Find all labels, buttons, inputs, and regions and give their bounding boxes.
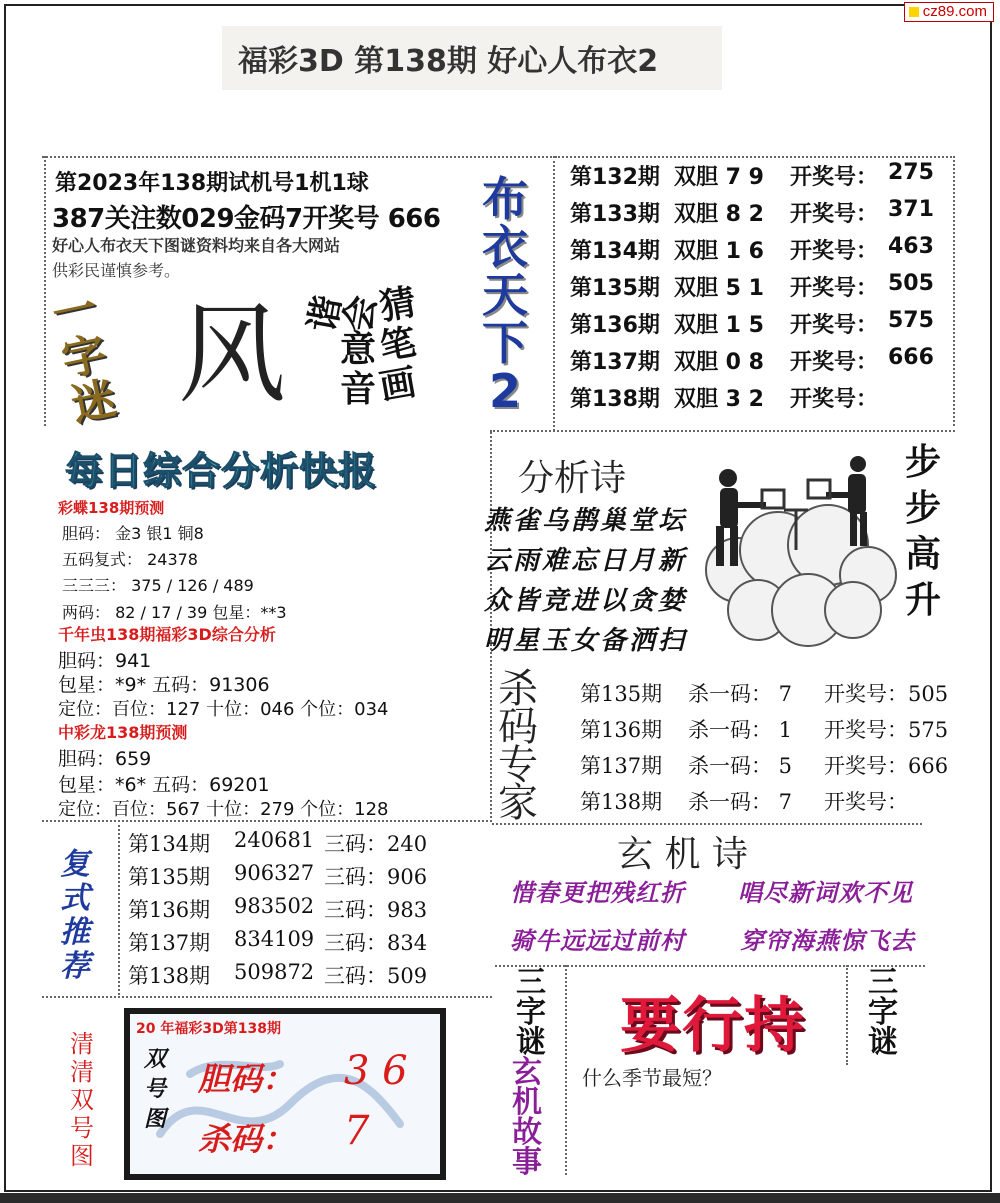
daily-banner: 每日综合分析快报 xyxy=(65,449,378,493)
history-result: 575 xyxy=(888,308,934,333)
fushi-period: 第138期 xyxy=(128,964,211,988)
kill-result: 开奖号： xyxy=(824,790,908,814)
fushi-num: 834109 xyxy=(234,927,315,951)
history-pair: 双胆 7 9 xyxy=(674,165,764,190)
hint-char: 猜 xyxy=(376,281,420,329)
shuanghao-card xyxy=(124,1008,446,1180)
qingqing-char: 双 xyxy=(70,1086,94,1114)
history-result_label: 开奖号： xyxy=(790,313,879,338)
fushi-num: 983502 xyxy=(234,894,315,918)
divider xyxy=(490,430,955,432)
sha-value: 7 xyxy=(344,1108,370,1154)
page-title: 福彩3D 第138期 好心人布衣2 xyxy=(238,44,659,79)
divider xyxy=(44,156,46,426)
fushi-num: 240681 xyxy=(234,828,315,852)
sanzimi-char: 字 xyxy=(868,995,898,1030)
cloud-people-illustration xyxy=(698,440,898,655)
story-char: 机 xyxy=(512,1085,542,1120)
divider xyxy=(555,156,955,158)
kill-row xyxy=(580,678,980,712)
divider xyxy=(42,156,552,158)
xuanji-line: 唱尽新词欢不见 xyxy=(738,878,913,907)
qingqing-char: 号 xyxy=(70,1114,94,1142)
qingqing-label xyxy=(70,1030,110,1170)
history-period: 第134期 xyxy=(570,239,660,264)
watermark-text: cz89.com xyxy=(922,3,987,20)
bubu-char: 高 xyxy=(905,534,942,575)
riddle-hint-1 xyxy=(376,281,424,409)
fushi-sanma: 三码：240 xyxy=(324,832,428,856)
history-result: 371 xyxy=(888,197,934,222)
dan-value: 3 6 xyxy=(344,1048,408,1094)
fushi-char: 荐 xyxy=(60,949,90,984)
fushi-label xyxy=(60,848,120,984)
zcl-bao: 包星：*6* 五码：69201 xyxy=(58,774,270,796)
history-pair: 双胆 3 2 xyxy=(674,387,764,412)
kill-row xyxy=(580,714,980,748)
riddle-label-char: 字 xyxy=(57,327,112,387)
dan-label: 胆码： xyxy=(198,1060,295,1098)
story-char: 故 xyxy=(512,1115,542,1150)
poem-analysis-line: 众皆竞进以贪婪 xyxy=(484,586,688,616)
history-result_label: 开奖号： xyxy=(790,165,879,190)
zcl-ding: 定位：百位：567 十位：279 个位：128 xyxy=(58,799,389,820)
history-result_label: 开奖号： xyxy=(790,276,879,301)
hint-char: 画 xyxy=(376,361,420,409)
kill-result: 开奖号：575 xyxy=(824,718,949,742)
sanzimi-char: 字 xyxy=(516,995,546,1030)
xuanji-title: 玄 机 诗 xyxy=(617,834,748,875)
history-row xyxy=(570,345,950,381)
caidie-line: 两码： 82 / 17 / 39 包星：**3 xyxy=(62,603,287,622)
history-row xyxy=(570,234,950,270)
history-period: 第135期 xyxy=(570,276,660,301)
hint-char: 会 xyxy=(337,292,385,336)
fushi-row xyxy=(128,927,468,959)
divider xyxy=(846,965,848,1065)
kill-label-char: 专 xyxy=(498,742,538,788)
history-row xyxy=(570,160,950,196)
caidie-line: 三三三： 375 / 126 / 489 xyxy=(62,576,254,595)
watermark-badge xyxy=(904,2,994,22)
riddle-label-char: 迷 xyxy=(67,372,121,432)
history-result: 463 xyxy=(888,234,934,259)
side-char: 图 xyxy=(144,1106,167,1132)
story-char: 玄 xyxy=(512,1055,542,1090)
history-pair: 双胆 5 1 xyxy=(674,276,764,301)
story-char: 事 xyxy=(512,1145,542,1180)
kill-result: 开奖号：505 xyxy=(824,682,949,706)
riddle-char: 风 xyxy=(178,293,287,418)
hint-char: 谐 xyxy=(302,292,350,336)
kill-period: 第136期 xyxy=(580,718,663,742)
brand-char: 天 xyxy=(482,268,528,322)
fushi-period: 第134期 xyxy=(128,832,211,856)
hint-char: 笔 xyxy=(376,321,420,369)
history-result: 666 xyxy=(888,345,934,370)
brand-char: 2 xyxy=(488,364,521,418)
kill-label-char: 杀 xyxy=(498,666,538,712)
history-period: 第132期 xyxy=(570,165,660,190)
riddle-question: 什么季节最短？ xyxy=(582,1066,722,1090)
fushi-period: 第136期 xyxy=(128,898,211,922)
intro-line-1: 第2023年138期试机号1机1球 xyxy=(55,171,369,196)
history-period: 第133期 xyxy=(570,202,660,227)
kill-period: 第135期 xyxy=(580,682,663,706)
xuanji-line: 骑牛远远过前村 xyxy=(510,926,685,955)
divider xyxy=(565,965,567,1175)
xuanji-line: 穿帘海燕惊飞去 xyxy=(740,926,915,955)
yellow-square-icon xyxy=(909,7,919,17)
qnc-title: 千年虫138期福彩3D综合分析 xyxy=(58,625,276,644)
riddle-hint-3 xyxy=(302,290,350,336)
riddle-answer-title: 要行持 xyxy=(620,991,806,1061)
side-char: 号 xyxy=(144,1076,167,1102)
hint-char: 意 xyxy=(340,329,377,370)
fushi-sanma: 三码：509 xyxy=(324,964,428,988)
qnc-ding: 定位：百位：127 十位：046 个位：034 xyxy=(58,699,389,720)
history-row xyxy=(570,382,950,418)
history-period: 第136期 xyxy=(570,313,660,338)
kill-label xyxy=(498,666,558,826)
fushi-num: 509872 xyxy=(234,960,315,984)
history-result: 275 xyxy=(888,160,934,185)
sanzimi-left xyxy=(516,965,556,1060)
kill-kill: 杀一码： 7 xyxy=(688,790,793,814)
kill-kill: 杀一码： 5 xyxy=(688,754,793,778)
fushi-char: 复 xyxy=(60,847,90,882)
intro-line-2: 387关注数029金码7开奖号 666 xyxy=(52,204,441,234)
intro-line-4: 供彩民谨慎参考。 xyxy=(52,261,181,280)
sanzimi-right xyxy=(868,965,908,1060)
bubu-char: 步 xyxy=(905,488,942,529)
history-result_label: 开奖号： xyxy=(790,387,879,412)
zcl-dan: 胆码：659 xyxy=(58,748,152,770)
fushi-sanma: 三码：834 xyxy=(324,931,428,955)
riddle-label-char: 一 xyxy=(47,282,102,342)
history-row xyxy=(570,197,950,233)
history-pair: 双胆 1 5 xyxy=(674,313,764,338)
fushi-row xyxy=(128,960,468,992)
history-pair: 双胆 0 8 xyxy=(674,350,764,375)
bubu-char: 步 xyxy=(905,442,942,483)
history-row xyxy=(570,271,950,307)
divider xyxy=(495,965,925,967)
shuanghao-header: 20 年福彩3D第138期 xyxy=(136,1021,281,1037)
brand-char: 衣 xyxy=(482,220,528,274)
poem-analysis-line: 明星玉女备洒扫 xyxy=(484,626,688,656)
xuanji-line: 惜春更把残红折 xyxy=(510,878,685,907)
fushi-num: 906327 xyxy=(234,861,315,885)
qingqing-char: 清 xyxy=(70,1030,94,1058)
history-row xyxy=(570,308,950,344)
brand-vertical xyxy=(470,172,540,418)
fushi-row xyxy=(128,894,468,926)
qingqing-char: 图 xyxy=(70,1142,94,1170)
kill-period: 第138期 xyxy=(580,790,663,814)
xuanji-story xyxy=(512,1055,556,1180)
fushi-sanma: 三码：906 xyxy=(324,865,428,889)
fushi-period: 第137期 xyxy=(128,931,211,955)
history-period: 第138期 xyxy=(570,387,660,412)
history-result_label: 开奖号： xyxy=(790,350,879,375)
history-pair: 双胆 8 2 xyxy=(674,202,764,227)
kill-result: 开奖号：666 xyxy=(824,754,949,778)
history-result_label: 开奖号： xyxy=(790,239,879,264)
hint-char: 音 xyxy=(340,369,377,410)
shuanghao-side xyxy=(144,1044,174,1134)
kill-kill: 杀一码： 7 xyxy=(688,682,793,706)
brand-char: 下 xyxy=(482,316,528,370)
kill-period: 第137期 xyxy=(580,754,663,778)
bubu-gaosheng xyxy=(905,440,945,624)
caidie-line: 胆码： 金3 银1 铜8 xyxy=(62,524,204,543)
history-result: 505 xyxy=(888,271,934,296)
sanzimi-char: 三 xyxy=(516,965,546,1000)
kill-kill: 杀一码： 1 xyxy=(688,718,793,742)
fushi-char: 式 xyxy=(60,881,90,916)
divider xyxy=(953,156,955,426)
caidie-title: 彩蝶138期预测 xyxy=(58,499,165,517)
poem-analysis-line: 燕雀乌鹊巢堂坛 xyxy=(484,506,688,536)
fushi-row xyxy=(128,861,468,893)
zcl-title: 中彩龙138期预测 xyxy=(58,723,188,742)
poem-analysis-title: 分析诗 xyxy=(518,458,627,499)
caidie-line: 五码复式： 24378 xyxy=(62,550,198,569)
brand-char: 布 xyxy=(482,172,528,226)
side-char: 双 xyxy=(144,1046,167,1072)
sanzimi-char: 谜 xyxy=(868,1025,898,1060)
kill-label-char: 家 xyxy=(498,780,538,826)
fushi-char: 推 xyxy=(60,915,90,950)
intro-line-3: 好心人布衣天下图谜资料均来自各大网站 xyxy=(52,236,341,255)
divider xyxy=(492,823,922,825)
sha-label: 杀码： xyxy=(198,1120,295,1158)
qingqing-char: 清 xyxy=(70,1058,94,1086)
qnc-dan: 胆码：941 xyxy=(58,650,152,672)
history-period: 第137期 xyxy=(570,350,660,375)
fushi-sanma: 三码：983 xyxy=(324,898,428,922)
poem-analysis-line: 云雨难忘日月新 xyxy=(484,546,688,576)
fushi-period: 第135期 xyxy=(128,865,211,889)
fushi-row xyxy=(128,828,468,860)
divider xyxy=(42,996,492,998)
divider xyxy=(553,156,555,431)
history-pair: 双胆 1 6 xyxy=(674,239,764,264)
sanzimi-char: 三 xyxy=(868,965,898,1000)
bottom-bar xyxy=(0,1193,1000,1203)
sanzimi-char: 谜 xyxy=(516,1025,546,1060)
kill-label-char: 码 xyxy=(498,704,538,750)
kill-row xyxy=(580,750,980,784)
history-result_label: 开奖号： xyxy=(790,202,879,227)
qnc-bao: 包星：*9* 五码：91306 xyxy=(58,674,270,696)
kill-row xyxy=(580,786,980,820)
bubu-char: 升 xyxy=(905,580,942,621)
